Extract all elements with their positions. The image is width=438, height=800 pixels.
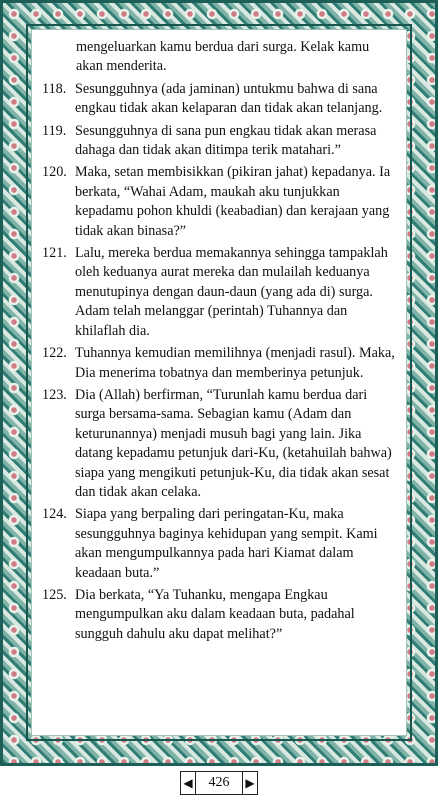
verse-number: 119. xyxy=(42,122,67,139)
verse-123 xyxy=(42,386,396,502)
verse-text: Tuhannya kemudian memilihnya (menjadi rasul). Maka, Dia menerima tobatnya dan memberinya petunjuk. xyxy=(75,345,395,381)
verse-text: Siapa yang berpaling dari peringatan-Ku, maka sesungguhnya baginya kehidupan yang sempit. Kami akan mengumpulkannya pada hari Kiamat dalam keadaan buta.” xyxy=(75,506,378,581)
verse-119 xyxy=(42,122,396,161)
verse-text: Maka, setan membisikkan (pikiran jahat) kepadanya. Ia berkata, “Wahai Adam, maukah aku tunjukkan kepadamu pohon khuldi (keabadian) dan kerajaan yang tidak akan binasa?” xyxy=(75,164,391,239)
verse-number: 125. xyxy=(42,586,67,603)
verse-number: 123. xyxy=(42,386,67,403)
continued-text: mengeluarkan kamu berdua dari surga. Kelak kamu akan menderita. xyxy=(76,39,370,75)
verse-number: 120. xyxy=(42,164,67,181)
verse-text: Dia (Allah) berfirman, “Turunlah kamu berdua dari surga bersama-sama. Sebagian kamu (Adam dan keturunannya) menjadi musuh bagi yang lain. Jika datang kepadamu petunjuk dari-Ku, (ketahuilah bahwa) siapa yang mengikuti petunjuk-Ku, dia tidak akan sesat dan tidak akan celaka. xyxy=(75,386,392,500)
verse-118 xyxy=(42,80,396,119)
verse-120 xyxy=(42,163,396,241)
verse-124 xyxy=(42,505,396,583)
verse-number: 121. xyxy=(42,245,67,262)
page-footer xyxy=(0,766,438,800)
next-page-icon[interactable]: ▶ xyxy=(245,775,255,790)
verse-number: 122. xyxy=(42,345,67,362)
verse-125 xyxy=(42,586,396,644)
page-navigator xyxy=(180,771,258,795)
verse-text: Lalu, mereka berdua memakannya sehingga tampaklah oleh keduanya aurat mereka dan mulailah keduanya menutupinya dengan daun-daun (yang ada di) surga. Adam telah melanggar (perintah) Tuhannya dan khilaflah dia. xyxy=(75,245,388,339)
prev-page-icon[interactable]: ◀ xyxy=(183,775,193,790)
verse-number: 118. xyxy=(42,80,67,97)
verse-122 xyxy=(42,344,396,383)
page-number: 426 xyxy=(195,772,243,794)
verse-text: Sesungguhnya di sana pun engkau tidak akan merasa dahaga dan tidak akan ditimpa terik matahari.” xyxy=(75,122,377,159)
verse-121 xyxy=(42,244,396,341)
verse-number: 124. xyxy=(42,506,67,523)
verse-text: Dia berkata, “Ya Tuhanku, mengapa Engkau mengumpulkan aku dalam keadaan buta, padahal sungguh dahulu aku dapat melihat?” xyxy=(75,586,355,642)
page-content xyxy=(31,29,407,736)
verse-text: Sesungguhnya (ada jaminan) untukmu bahwa di sana engkau tidak akan kelaparan dan tidak akan telanjang. xyxy=(75,80,383,117)
